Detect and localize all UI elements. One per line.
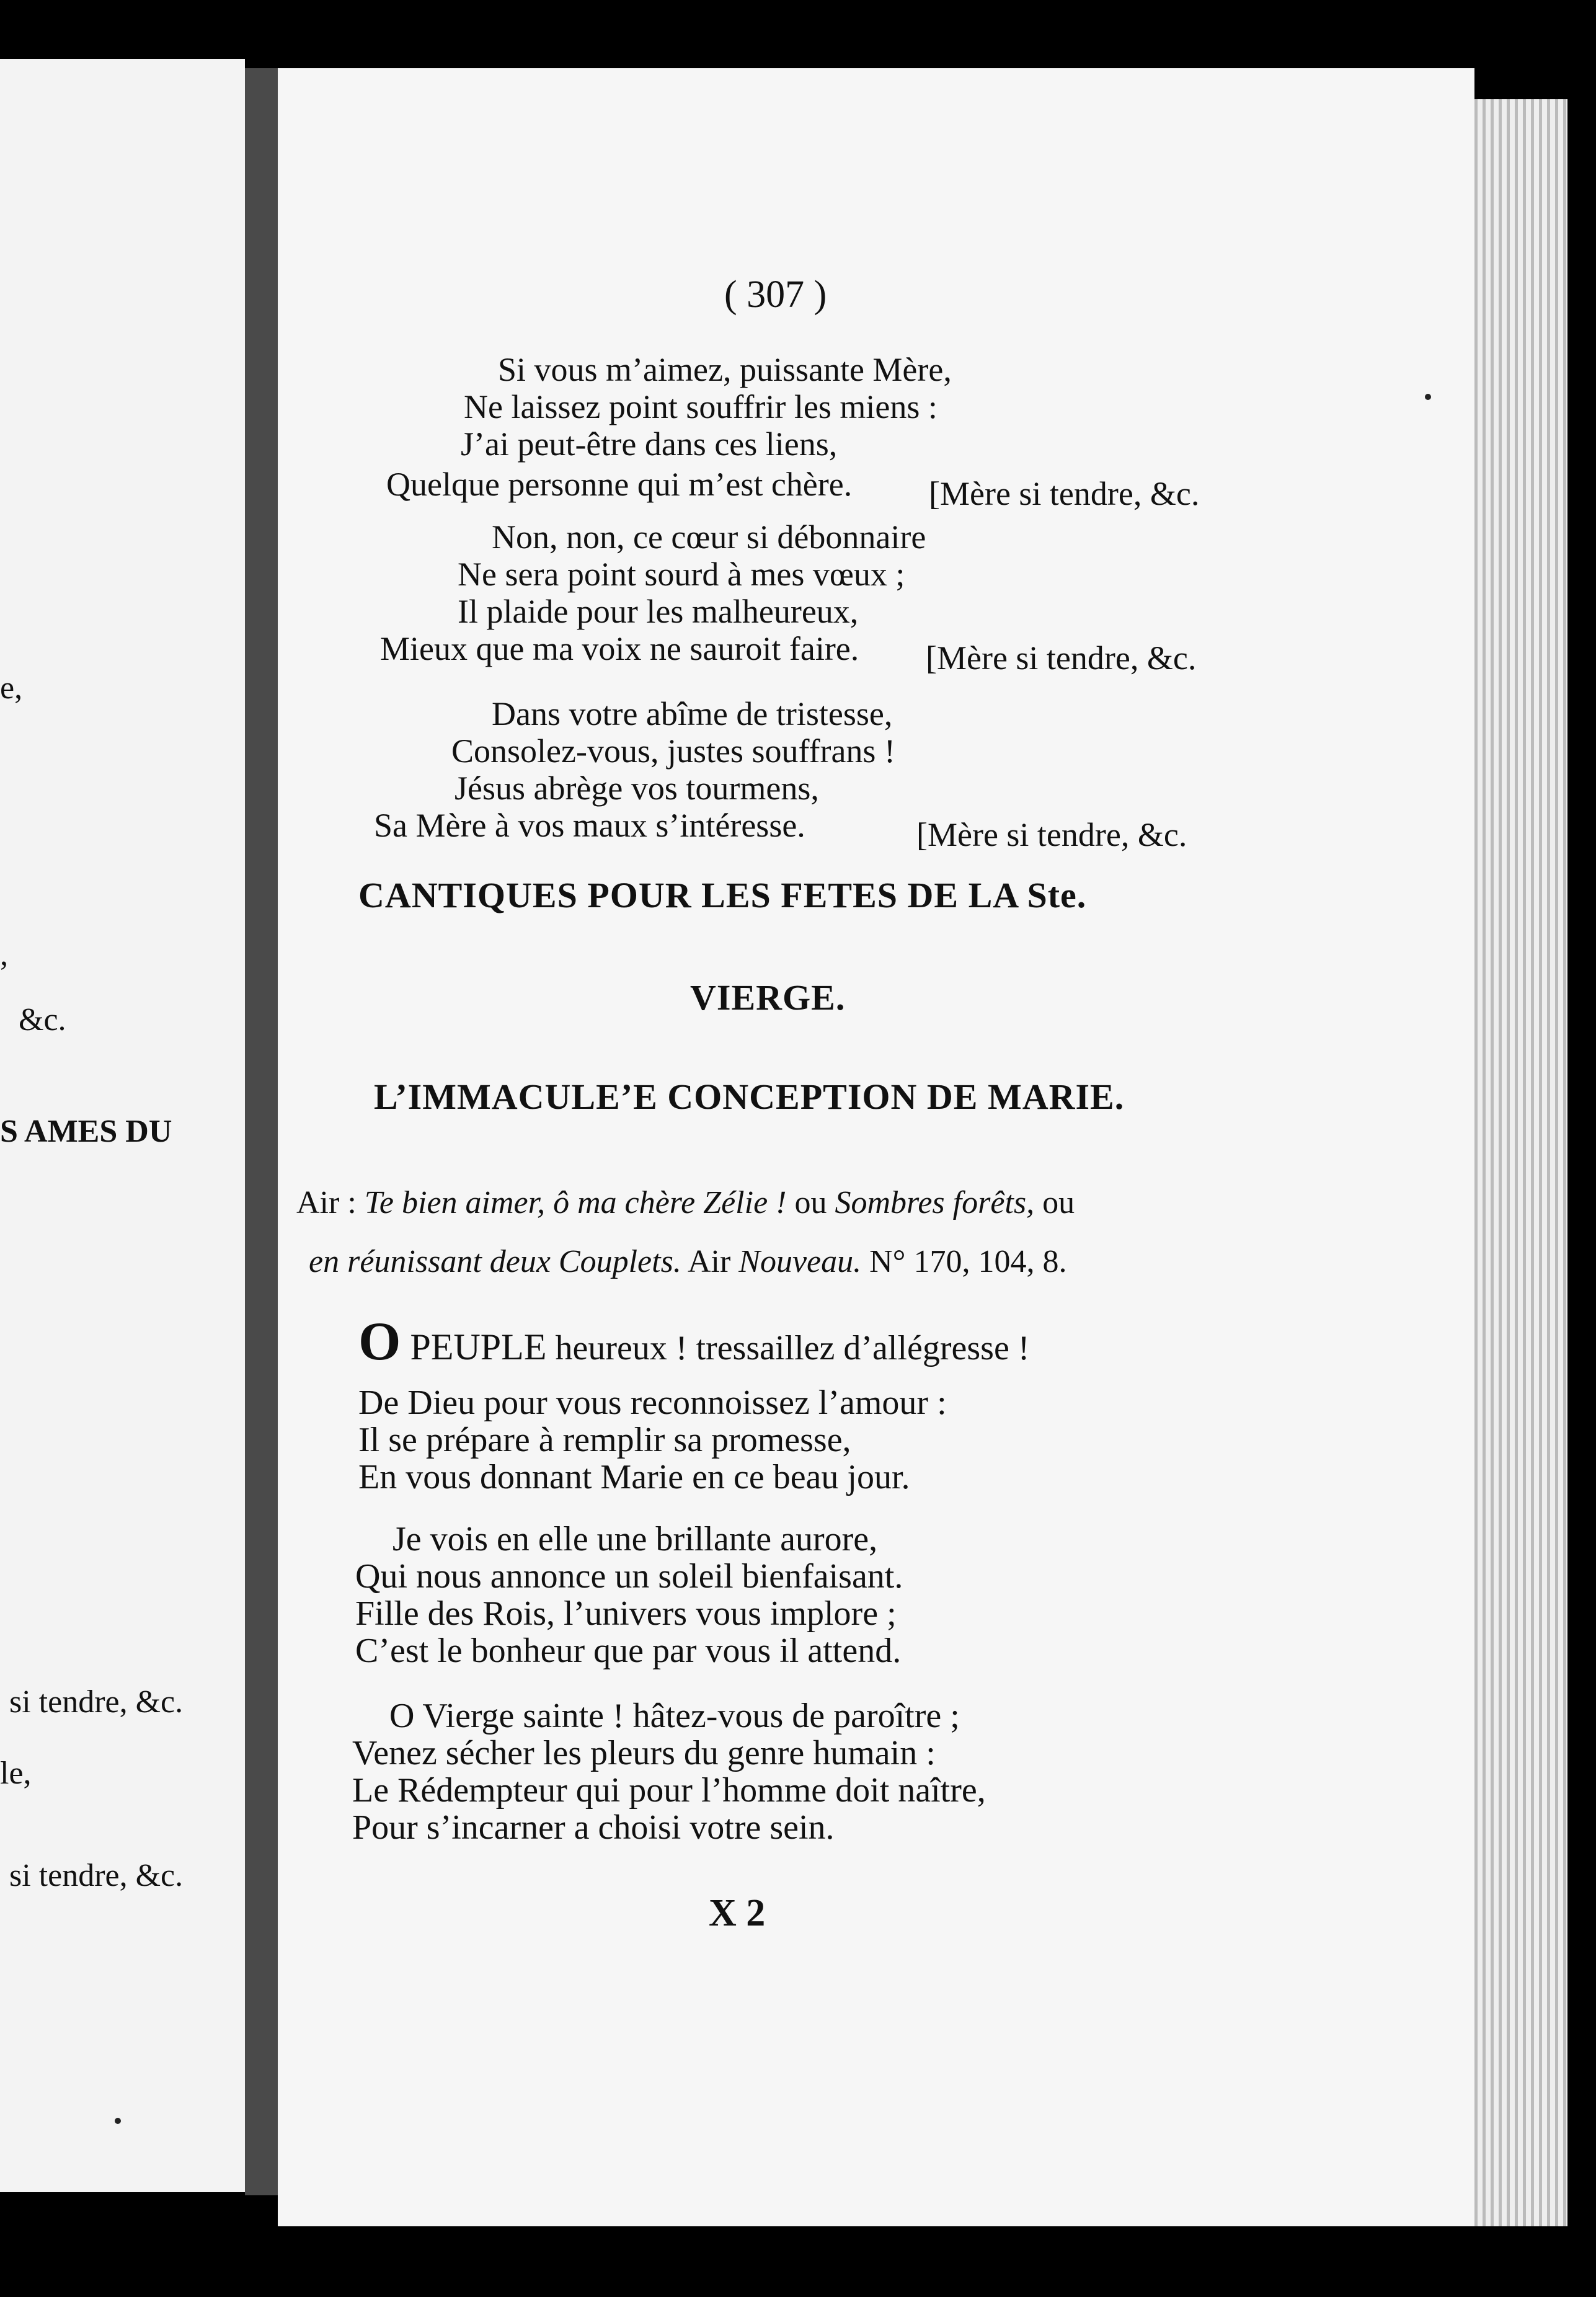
verse-line: Qui nous annonce un soleil bienfaisant. xyxy=(355,1557,903,1596)
signature-mark: X 2 xyxy=(709,1892,766,1934)
verse-line: Ne laissez point souffrir les miens : xyxy=(464,388,938,425)
air-note: en réunissant deux Couplets. xyxy=(309,1244,681,1279)
verse-line: Quelque personne qui m’est chère. xyxy=(386,466,853,503)
verse-line: Venez sécher les pleurs du genre humain : xyxy=(352,1734,936,1772)
left-fragment: e, xyxy=(0,670,23,706)
refrain: [Mère si tendre, &c. xyxy=(929,475,1200,512)
verse-line: Jésus abrège vos tourmens, xyxy=(454,770,819,807)
left-fragment: si tendre, &c. xyxy=(9,1858,184,1893)
verse-line: Consolez-vous, justes souffrans ! xyxy=(451,732,895,770)
refrain: [Mère si tendre, &c. xyxy=(916,816,1187,853)
first-line-rest: heureux ! tressaillez d’allégresse ! xyxy=(546,1329,1030,1367)
tune-title: Te bien aimer, ô ma chère Zélie ! xyxy=(364,1185,787,1220)
verse-line: De Dieu pour vous reconnoissez l’amour : xyxy=(358,1384,947,1422)
verse-line: O Vierge sainte ! hâtez-vous de paroître ; xyxy=(389,1697,960,1735)
verse-line: Fille des Rois, l’univers vous implore ; xyxy=(355,1594,897,1633)
air-connector: ou xyxy=(786,1185,835,1220)
air-line-2 xyxy=(309,1243,1066,1280)
left-fragment: si tendre, &c. xyxy=(9,1684,184,1720)
section-heading: VIERGE. xyxy=(690,977,846,1018)
verse-line: Il se prépare à remplir sa promesse, xyxy=(358,1421,851,1459)
air-connector: ou xyxy=(1034,1185,1075,1220)
verse-line: J’ai peut-être dans ces liens, xyxy=(461,425,838,463)
verse-line: Non, non, ce cœur si débonnaire xyxy=(492,518,926,556)
air-line-1 xyxy=(296,1184,1075,1221)
section-heading: CANTIQUES POUR LES FETES DE LA Ste. xyxy=(358,875,1087,915)
air-label: Air xyxy=(681,1244,739,1279)
tune-numbers: N° 170, 104, 8. xyxy=(861,1244,1067,1279)
verse-line: Je vois en elle une brillante aurore, xyxy=(392,1520,878,1558)
left-fragment: &c. xyxy=(19,1002,66,1037)
verse-line: Ne sera point sourd à mes vœux ; xyxy=(458,556,905,593)
left-page xyxy=(0,59,245,2192)
verse-line: C’est le bonheur que par vous il attend. xyxy=(355,1632,902,1670)
verse-line: Sa Mère à vos maux s’intéresse. xyxy=(374,807,805,844)
verse-line: Il plaide pour les malheureux, xyxy=(458,593,859,630)
refrain: [Mère si tendre, &c. xyxy=(926,639,1197,677)
first-line xyxy=(358,1312,1030,1372)
first-word: PEUPLE xyxy=(401,1326,547,1367)
verse-line: Dans votre abîme de tristesse, xyxy=(492,695,893,732)
drop-cap: O xyxy=(358,1312,401,1372)
left-fragment: le, xyxy=(0,1756,32,1791)
book-gutter xyxy=(245,68,279,2195)
hymn-title: L’IMMACULE’E CONCEPTION DE MARIE. xyxy=(374,1077,1125,1117)
ink-speck xyxy=(115,2118,121,2124)
page-edges xyxy=(1474,99,1567,2226)
verse-line: Pour s’incarner a choisi votre sein. xyxy=(352,1808,835,1847)
verse-line: Le Rédempteur qui pour l’homme doit naître, xyxy=(352,1771,986,1810)
tune-title: Nouveau. xyxy=(738,1244,862,1279)
left-fragment: S AMES DU xyxy=(0,1114,172,1149)
tune-title: Sombres forêts, xyxy=(835,1185,1035,1220)
verse-line: En vous donnant Marie en ce beau jour. xyxy=(358,1458,910,1496)
page-number: ( 307 ) xyxy=(724,273,827,316)
left-fragment: , xyxy=(0,937,8,972)
right-page xyxy=(278,68,1474,2226)
ink-speck xyxy=(1425,394,1431,400)
verse-line: Si vous m’aimez, puissante Mère, xyxy=(498,351,952,388)
verse-line: Mieux que ma voix ne sauroit faire. xyxy=(380,630,859,667)
air-label: Air : xyxy=(296,1185,365,1220)
